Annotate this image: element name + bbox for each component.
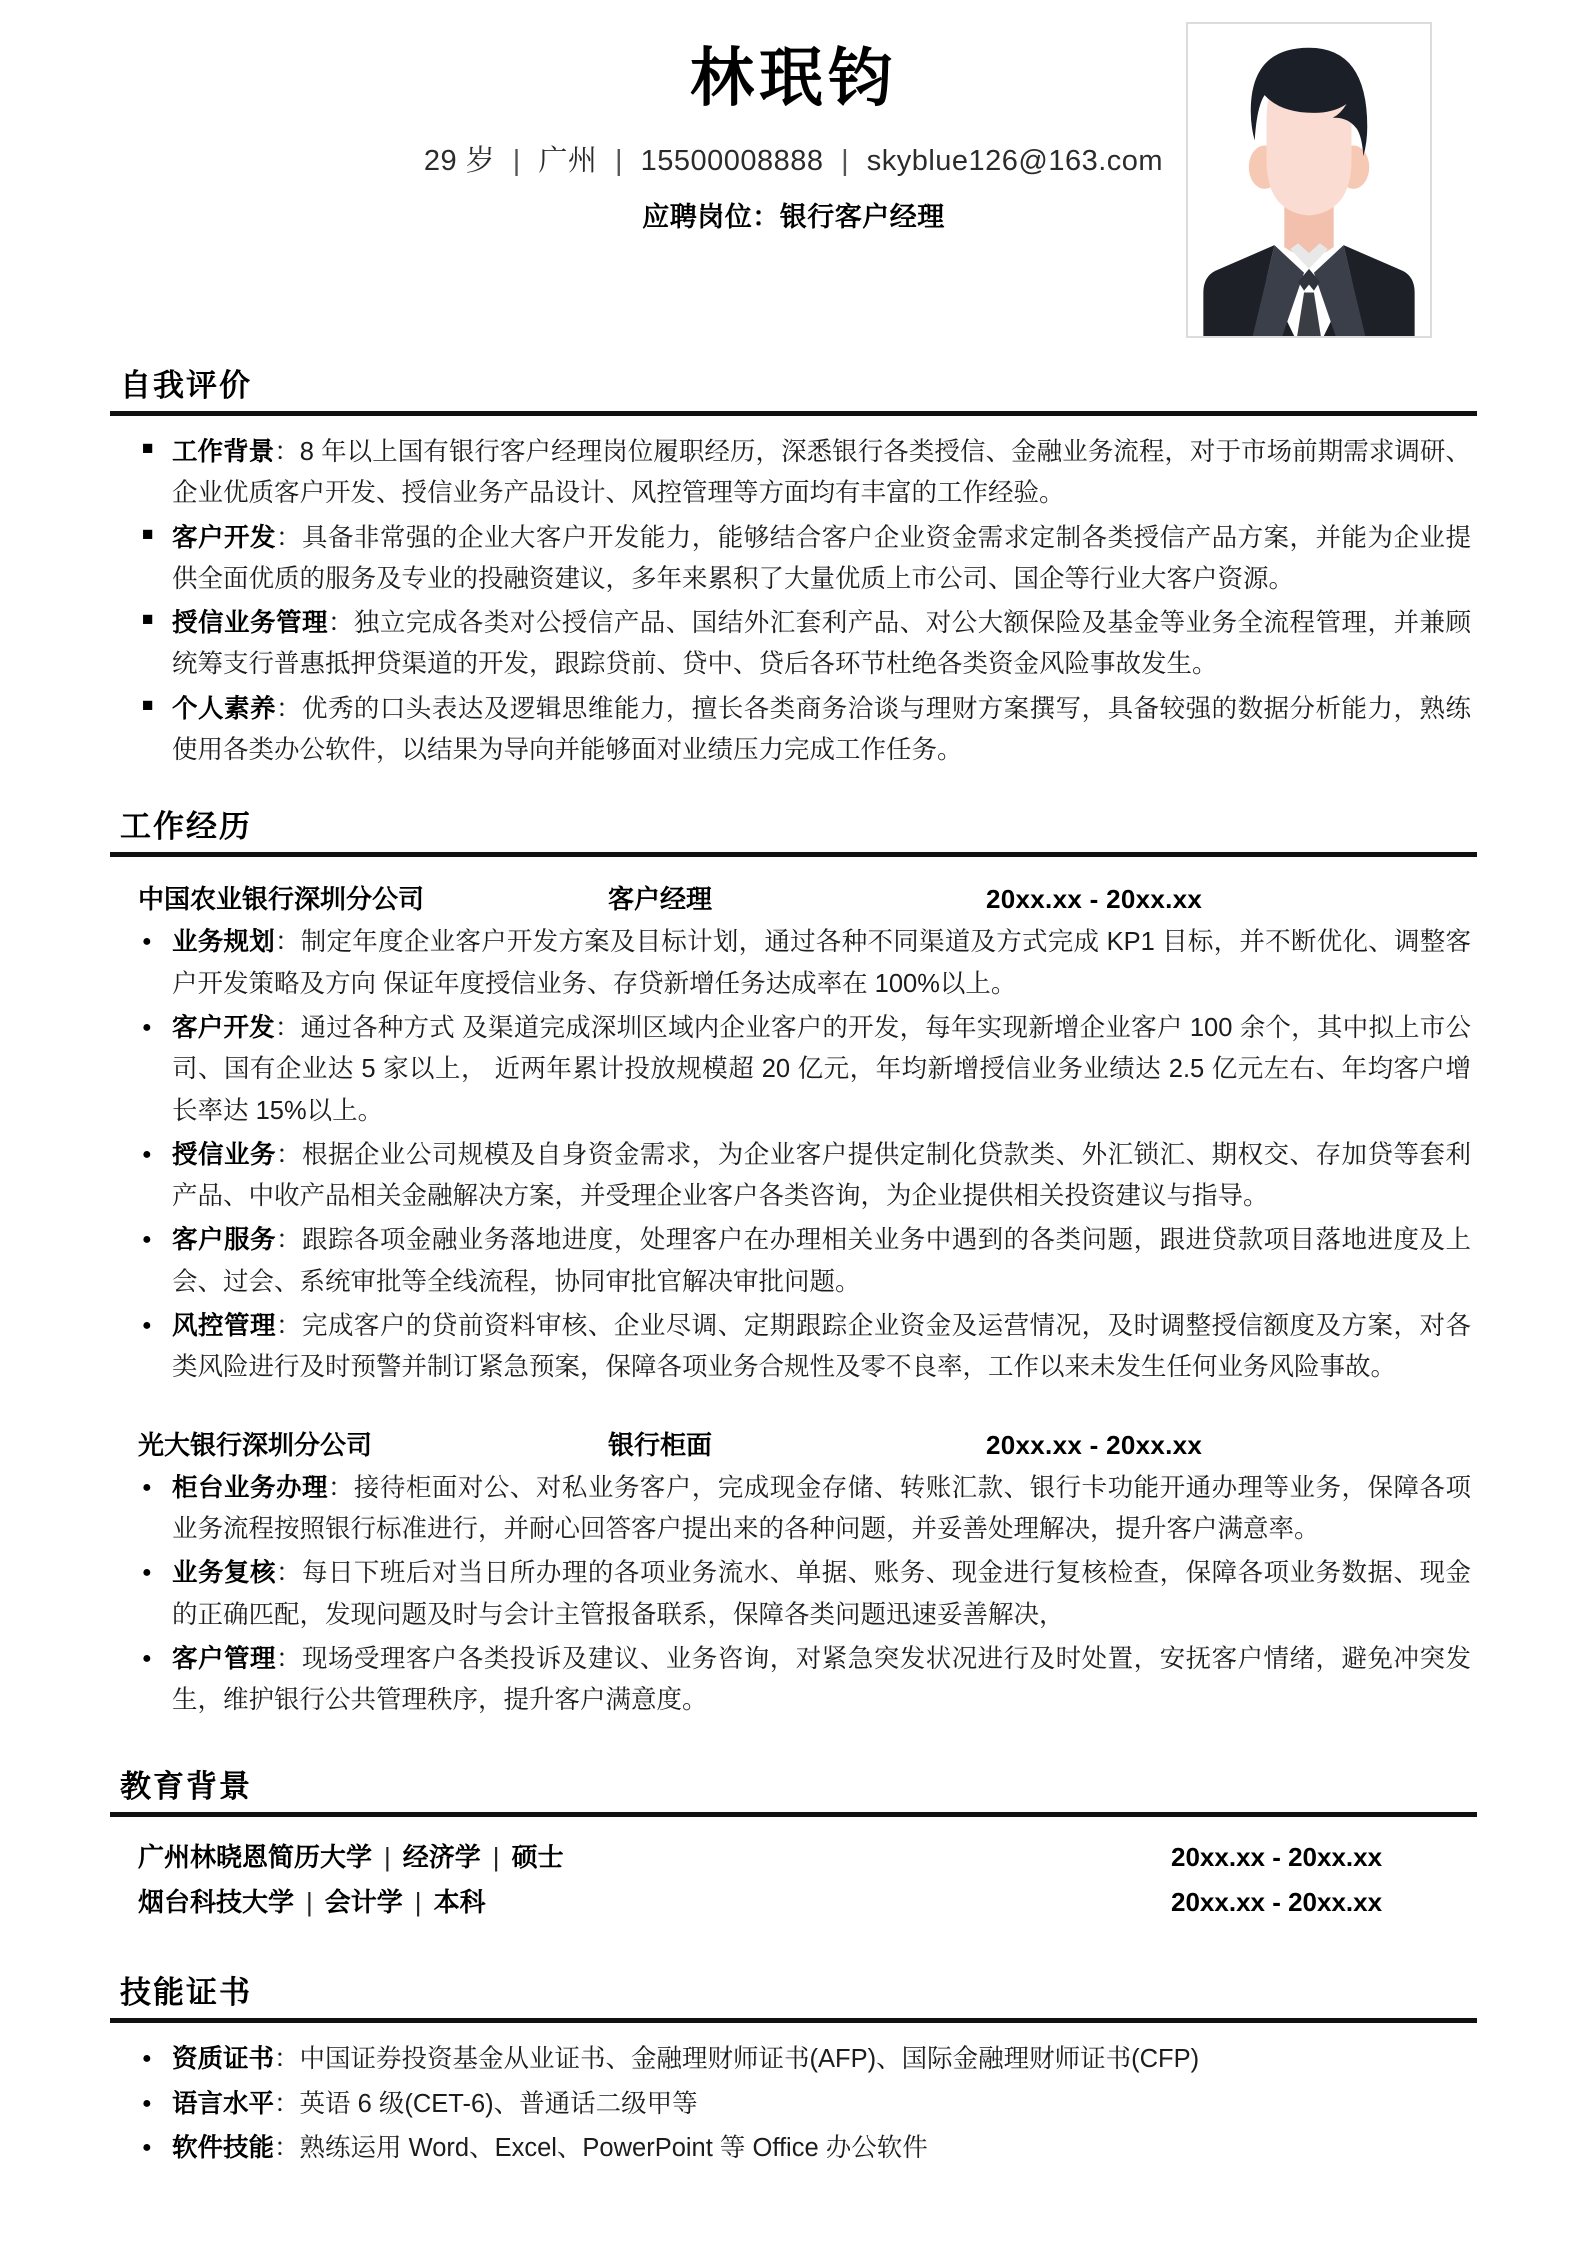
item-text: ：跟踪各项金融业务落地进度，处理客户在办理相关业务中遇到的各类问题，跟进贷款项目落地进度及上会、过会、系统审批等全线流程，协同审批官解决审批问题。 [172, 1226, 1471, 1296]
list-item [138, 1306, 1471, 1389]
target-position: 应聘岗位：银行客户经理 [642, 201, 945, 232]
section-divider [110, 2018, 1477, 2023]
education-row [110, 1878, 1477, 1923]
item-label: 软件技能 [172, 2134, 275, 2163]
list-item [138, 2128, 1471, 2169]
contact-age: 29 岁 [423, 144, 496, 177]
education-detail [138, 1882, 1171, 1919]
page-title: 林珉钧 [690, 42, 897, 114]
item-label: 个人素养 [172, 694, 276, 723]
item-label: 工作背景 [172, 438, 275, 466]
contact-separator: | [512, 144, 521, 177]
item-text: ：8 年以上国有银行客户经理岗位履职经历，深悉银行各类授信、金融业务流程，对于市场前期需求调研、企业优质客户开发、授信业务产品设计、风控管理等方面均有丰富的工作经验。 [172, 438, 1471, 508]
section-education [110, 1761, 1477, 1923]
education-degree: 硕士 [511, 1842, 564, 1873]
education-major: 经济学 [402, 1842, 481, 1873]
section-self-evaluation [110, 360, 1477, 771]
item-text: ：现场受理客户各类投诉及建议、业务咨询，对紧急突发状况进行及时处置，安抚客户情绪，避免冲突发生，维护银行公共管理秩序，提升客户满意度。 [172, 1644, 1471, 1715]
job-entry [110, 873, 1477, 1388]
list-item [138, 1008, 1471, 1132]
job-header-row [110, 1419, 1477, 1468]
job-date: 20xx.xx - 20xx.xx [986, 1429, 1203, 1460]
list-item [138, 1639, 1471, 1722]
list-item [138, 603, 1471, 686]
contact-phone: 15500008888 [640, 144, 824, 177]
education-date: 20xx.xx - 20xx.xx [1171, 1887, 1383, 1918]
job-duty-list [110, 922, 1477, 1388]
list-item [138, 1220, 1471, 1303]
item-text: ：中国证券投资基金从业证书、金融理财师证书(AFP)、国际金融理财师证书(CFP) [274, 2045, 1200, 2074]
education-detail [138, 1837, 1171, 1874]
list-item [138, 1553, 1471, 1636]
item-text: ：英语 6 级(CET-6)、普通话二级甲等 [274, 2089, 698, 2118]
job-position: 客户经理 [608, 884, 713, 915]
education-major: 会计学 [324, 1887, 403, 1918]
resume-header [0, 0, 1587, 330]
section-title-education: 教育背景 [120, 1769, 252, 1805]
job-position: 银行柜面 [608, 1429, 713, 1460]
item-label: 柜台业务办理 [172, 1473, 328, 1502]
education-separator: | [492, 1842, 500, 1873]
education-separator: | [384, 1842, 391, 1873]
item-text: ：熟练运用 Word、Excel、PowerPoint 等 Office 办公软件 [274, 2134, 928, 2163]
job-company: 光大银行深圳分公司 [138, 1429, 373, 1460]
job-header-row [110, 873, 1477, 922]
education-row [110, 1833, 1477, 1878]
avatar-illustration [1188, 24, 1430, 336]
section-title-self-evaluation: 自我评价 [120, 368, 252, 403]
item-label: 客户服务 [172, 1226, 276, 1255]
item-text: ：独立完成各类对公授信产品、国结外汇套利产品、对公大额保险及基金等业务全流程管理，并兼顾统筹支行普惠抵押贷渠道的开发，跟踪贷前、贷中、贷后各环节杜绝各类资金风险事故发生。 [172, 609, 1471, 679]
section-divider [110, 852, 1477, 857]
item-label: 客户开发 [172, 1013, 275, 1042]
list-item [138, 2084, 1471, 2125]
section-title-skills: 技能证书 [120, 1975, 252, 2011]
item-text: ：优秀的口头表达及逻辑思维能力，擅长各类商务洽谈与理财方案撰写，具备较强的数据分析能力，熟练使用各类办公软件，以结果为导向并能够面对业绩压力完成工作任务。 [172, 694, 1471, 765]
item-label: 客户管理 [172, 1644, 276, 1673]
skills-list [110, 2039, 1477, 2169]
section-skills [110, 1967, 1477, 2169]
item-label: 风控管理 [172, 1312, 276, 1341]
job-company: 中国农业银行深圳分公司 [138, 884, 425, 915]
contact-separator: | [614, 144, 624, 177]
list-item [138, 1468, 1471, 1551]
self-evaluation-list [110, 432, 1477, 771]
item-label: 业务规划 [172, 928, 276, 957]
item-text: ：接待柜面对公、对私业务客户，完成现金存储、转账汇款、银行卡功能开通办理等业务，保障各项业务流程按照银行标准进行，并耐心回答客户提出来的各种问题，并妥善处理解决，提升客户满意率。 [172, 1473, 1471, 1543]
contact-city: 广州 [538, 144, 598, 177]
education-degree: 本科 [433, 1887, 486, 1918]
section-title-work-experience: 工作经历 [120, 809, 252, 845]
item-text: ：通过各种方式 及渠道完成深圳区域内企业客户的开发，每年实现新增企业客户 100 余个，其中拟上市公司、国有企业达 5 家以上， 近两年累计投放规模超 20 亿元，年均新增授信业务业绩达 2.5 亿元左右、年均客户增长率达 15%以上。 [172, 1013, 1471, 1125]
item-text: ：根据企业公司规模及自身资金需求，为企业客户提供定制化贷款类、外汇锁汇、期权交、存加贷等套利产品、中收产品相关金融解决方案，并受理企业客户各类咨询，为企业提供相关投资建议与指导。 [172, 1140, 1471, 1211]
item-label: 授信业务管理 [172, 609, 328, 638]
item-label: 授信业务 [172, 1140, 276, 1169]
list-item [138, 689, 1471, 772]
item-label: 资质证书 [172, 2045, 275, 2074]
education-date: 20xx.xx - 20xx.xx [1171, 1842, 1383, 1873]
item-text: ：每日下班后对当日所办理的各项业务流水、单据、账务、现金进行复核检查，保障各项业务数据、现金的正确匹配，发现问题及时与会计主管报备联系，保障各类问题迅速妥善解决， [172, 1559, 1471, 1629]
item-text: ：具备非常强的企业大客户开发能力，能够结合客户企业资金需求定制各类授信产品方案，并能为企业提供全面优质的服务及专业的投融资建议，多年来累积了大量优质上市公司、国企等行业大客户资源。 [172, 523, 1471, 593]
contact-email: skyblue126@163.com [866, 144, 1164, 177]
avatar [1186, 22, 1432, 338]
list-item [138, 922, 1471, 1005]
list-item [138, 1135, 1471, 1218]
list-item [138, 2039, 1471, 2080]
item-text: ：完成客户的贷前资料审核、企业尽调、定期跟踪企业资金及运营情况，及时调整授信额度及方案，对各类风险进行及时预警并制订紧急预案，保障各项业务合规性及零不良率，工作以来未发生任何业务风险事故。 [172, 1312, 1471, 1382]
job-duty-list [110, 1468, 1477, 1722]
item-label: 语言水平 [172, 2089, 275, 2118]
list-item [138, 432, 1471, 515]
education-separator: | [414, 1887, 422, 1918]
item-label: 客户开发 [172, 523, 276, 552]
item-label: 业务复核 [172, 1559, 276, 1588]
section-work-experience [110, 801, 1477, 1721]
job-date: 20xx.xx - 20xx.xx [986, 884, 1203, 915]
education-school: 烟台科技大学 [138, 1887, 295, 1918]
section-divider [110, 1812, 1477, 1817]
list-item [138, 518, 1471, 601]
education-separator: | [306, 1887, 313, 1918]
job-entry [110, 1419, 1477, 1722]
item-text: ：制定年度企业客户开发方案及目标计划，通过各种不同渠道及方式完成 KP1 目标，并不断优化、调整客户开发策略及方向 保证年度授信业务、存贷新增任务达成率在 100%以上。 [172, 928, 1471, 998]
section-divider [110, 411, 1477, 416]
contact-separator: | [841, 144, 850, 177]
education-school: 广州林晓恩简历大学 [138, 1842, 373, 1873]
